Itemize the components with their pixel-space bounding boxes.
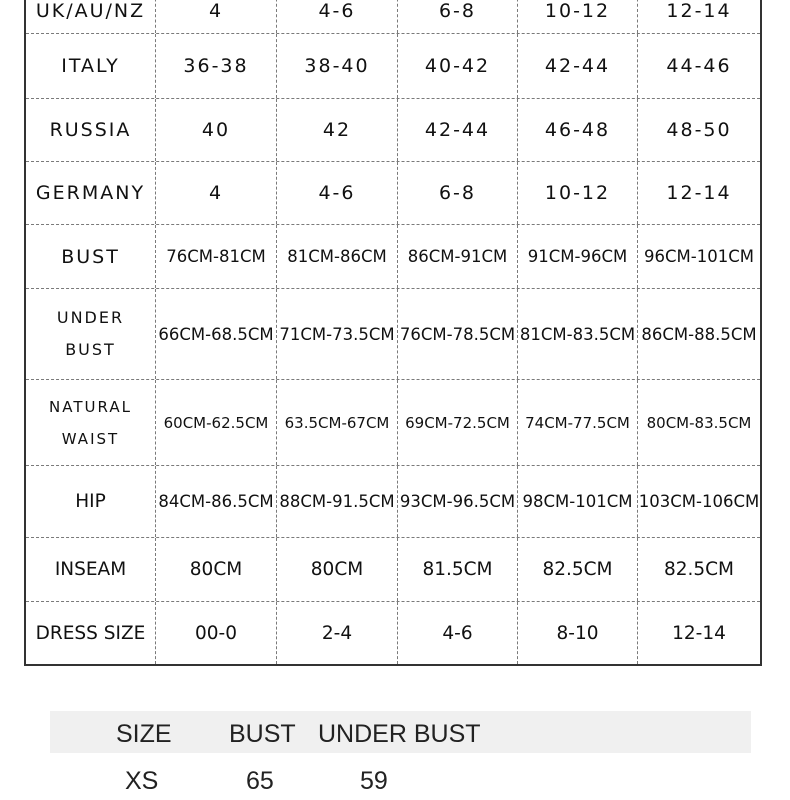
- bottom-size-table: [0, 708, 790, 800]
- table-cell: 4-6: [398, 602, 518, 664]
- table-cell: 38-40: [277, 34, 398, 98]
- table-row: [26, 162, 760, 225]
- table-row: [26, 34, 760, 99]
- table-cell: 42: [277, 99, 398, 161]
- table-cell: 42-44: [398, 99, 518, 161]
- table-cell: 103CM-106CM: [638, 492, 760, 511]
- table-cell: 4: [156, 0, 277, 33]
- table-row: [26, 289, 760, 380]
- row-label: ITALY: [26, 34, 156, 98]
- size-chart-table: [24, 0, 762, 666]
- table-cell: 82.5CM: [518, 538, 638, 601]
- cell-bust: 65: [246, 767, 274, 795]
- row-label: INSEAM: [26, 538, 156, 601]
- row-label: [26, 380, 156, 465]
- table-cell: 96CM-101CM: [644, 247, 754, 266]
- table-cell: 86CM-88.5CM: [641, 324, 757, 344]
- header-size: SIZE: [116, 720, 172, 748]
- table-cell: 81.5CM: [398, 538, 518, 601]
- table-cell: 48-50: [666, 119, 732, 141]
- table-row: [26, 99, 760, 162]
- cell-size: XS: [125, 767, 159, 795]
- table-cell: 40: [156, 99, 277, 161]
- table-cell: 76CM-81CM: [156, 225, 277, 288]
- table-cell: 46-48: [518, 99, 638, 161]
- table-cell: 66CM-68.5CM: [156, 289, 277, 379]
- table-row: [26, 538, 760, 602]
- table-cell: 69CM-72.5CM: [398, 380, 518, 465]
- table-cell: 8-10: [518, 602, 638, 664]
- row-label: BUST: [26, 225, 156, 288]
- table-cell: 81CM-86CM: [277, 225, 398, 288]
- cell-under-bust: 59: [360, 767, 388, 795]
- table-cell: 2-4: [277, 602, 398, 664]
- table-cell: 82.5CM: [663, 559, 735, 580]
- table-cell: 40-42: [398, 34, 518, 98]
- table-cell: 36-38: [156, 34, 277, 98]
- table-row: [26, 225, 760, 289]
- header-bust: BUST: [229, 720, 296, 748]
- table-cell: 74CM-77.5CM: [518, 380, 638, 465]
- row-label-line: BUST: [65, 340, 116, 359]
- table-cell: 80CM: [156, 538, 277, 601]
- table-cell: 60CM-62.5CM: [156, 380, 277, 465]
- table-cell: 10-12: [518, 0, 638, 33]
- row-label: [26, 289, 156, 379]
- table-row: [26, 466, 760, 538]
- table-row: [26, 0, 760, 34]
- header-under-bust: UNDER BUST: [318, 720, 481, 748]
- table-cell: 76CM-78.5CM: [398, 289, 518, 379]
- table-cell: 93CM-96.5CM: [398, 466, 518, 537]
- row-label: GERMANY: [26, 162, 156, 224]
- table-cell: 44-46: [666, 55, 732, 77]
- table-cell: 6-8: [398, 162, 518, 224]
- table-cell: 10-12: [518, 162, 638, 224]
- table-cell: 91CM-96CM: [518, 225, 638, 288]
- table-row: [26, 380, 760, 466]
- row-label: HIP: [26, 466, 156, 537]
- table-cell: 81CM-83.5CM: [518, 289, 638, 379]
- row-label: DRESS SIZE: [26, 602, 156, 664]
- table-cell: 6-8: [398, 0, 518, 33]
- table-cell: 63.5CM-67CM: [277, 380, 398, 465]
- row-label-line: WAIST: [61, 429, 120, 448]
- table-cell: 4: [156, 162, 277, 224]
- table-row: [26, 602, 760, 664]
- table-cell: 4-6: [277, 0, 398, 33]
- table-cell: 86CM-91CM: [398, 225, 518, 288]
- table-cell: 98CM-101CM: [518, 466, 638, 537]
- table-cell: 4-6: [277, 162, 398, 224]
- table-cell: 42-44: [518, 34, 638, 98]
- row-label: UK/AU/NZ: [26, 0, 156, 33]
- table-cell: 12-14: [672, 622, 726, 644]
- table-cell: 12-14: [666, 0, 732, 22]
- row-label: RUSSIA: [26, 99, 156, 161]
- table-cell: 00-0: [156, 602, 277, 664]
- table-cell: 88CM-91.5CM: [277, 466, 398, 537]
- table-cell: 71CM-73.5CM: [277, 289, 398, 379]
- row-label-line: UNDER: [56, 308, 125, 327]
- table-cell: 84CM-86.5CM: [156, 466, 277, 537]
- row-label-line: NATURAL: [49, 397, 132, 416]
- table-cell: 80CM: [277, 538, 398, 601]
- table-cell: 12-14: [666, 182, 732, 204]
- table-cell: 80CM-83.5CM: [646, 413, 752, 432]
